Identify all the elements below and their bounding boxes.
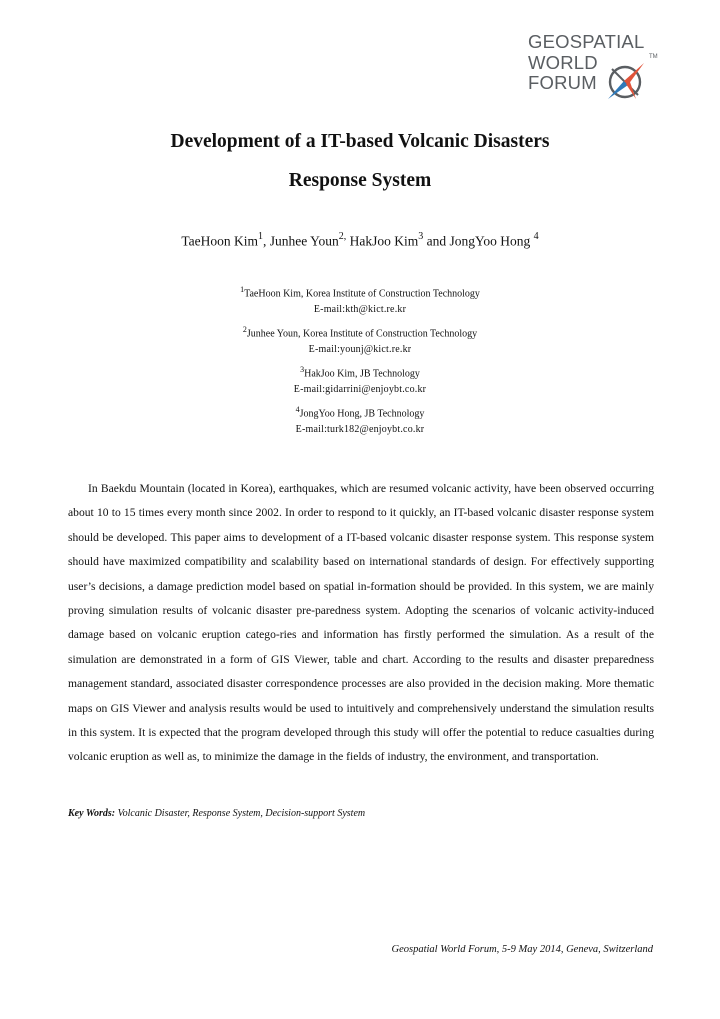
affiliation-line [0,280,720,300]
affiliation-line [0,320,720,340]
affiliation-email: E-mail:younj@kict.re.kr [308,344,412,355]
affiliation-list [0,280,720,440]
affiliation-superscript: 2 [242,325,247,334]
affiliation-superscript: 3 [300,365,305,374]
author-name: JongYoo Hong [449,233,534,249]
title-line-2: Response System [288,170,432,191]
author-name: HakJoo Kim [349,233,419,249]
author-separator: and [423,233,450,249]
geospatial-world-forum-logo [528,32,656,104]
affiliation-email: E-mail:kth@kict.re.kr [313,304,407,315]
abstract-paragraph: In Baekdu Mountain (located in Korea), earthquakes, which are resumed volcanic activity, have been observed occurring about 10 to 15 times every month since 2002. In order to respond to it quickly, an IT-based volcanic disaster response system should be developed. This paper aims to development of a IT-based volcanic disaster response system. This response system should have maximized compatibility and scalability based on international standards of design. For effectively supporting user’s decisions, a damage prediction model based on spatial in-formation should be provided. In this system, we are mainly proving simulation results of volcanic disaster pre-paredness system. Adopting the scenarios of volcanic activity-induced damage based on volcanic eruption catego-ries and information has firstly performed the simulation. As a result of the simulation are demonstrated in a form of GIS Viewer, table and chart. According to the results and disaster preparedness management standard, associated disaster correspondence processes are also provided in the decision making. More thematic maps on GIS Viewer and analysis results would be used to intuitively and comprehensively understand the simulation results in this system. It is expected that the program developed through this study will offer the potential to reduce casualties during volcanic eruption as well as, to minimize the damage in the fields of industry, the environment, and transportation. [68,482,654,764]
author-name: Junhee Youn [269,233,339,249]
author-superscript: 3 [418,231,424,242]
affiliation-line [0,400,720,420]
affiliation-text: JongYoo Hong, JB Technology [299,408,425,420]
logo-line-1: GEOSPATIAL [528,31,645,52]
author-name: TaeHoon Kim [181,233,258,249]
logo-line-3: FORUM [528,72,597,93]
author-separator: , [263,233,270,249]
logo-trademark: TM [649,54,658,60]
author-superscript: 1 [258,231,263,242]
affiliation-text: TaeHoon Kim, Korea Institute of Construction Technology [244,288,480,300]
keywords-label: Key Words: [68,808,116,819]
affiliation-text: Junhee Youn, Korea Institute of Construction Technology [246,328,478,340]
title-line-1: Development of a IT-based Volcanic Disasters [170,131,550,152]
affiliation-text: HakJoo Kim, JB Technology [304,368,420,380]
affiliation-superscript: 1 [240,285,245,294]
author-superscript: 4 [533,231,539,242]
affiliation-superscript: 4 [295,405,300,414]
keywords [68,808,365,819]
affiliation-line [0,360,720,380]
paper-title [0,122,720,200]
keywords-text: Volcanic Disaster, Response System, Decision-support System [115,808,366,819]
page-footer: Geospatial World Forum, 5-9 May 2014, Geneva, Switzerland [391,944,653,955]
affiliation-email: E-mail:turk182@enjoybt.co.kr [295,424,425,435]
author-superscript: 2, [338,231,347,242]
compass-icon [602,55,652,105]
affiliation-email: E-mail:gidarrini@enjoybt.co.kr [293,384,427,395]
author-list [0,232,720,250]
abstract [68,477,654,770]
logo-line-2: WORLD [528,51,598,73]
